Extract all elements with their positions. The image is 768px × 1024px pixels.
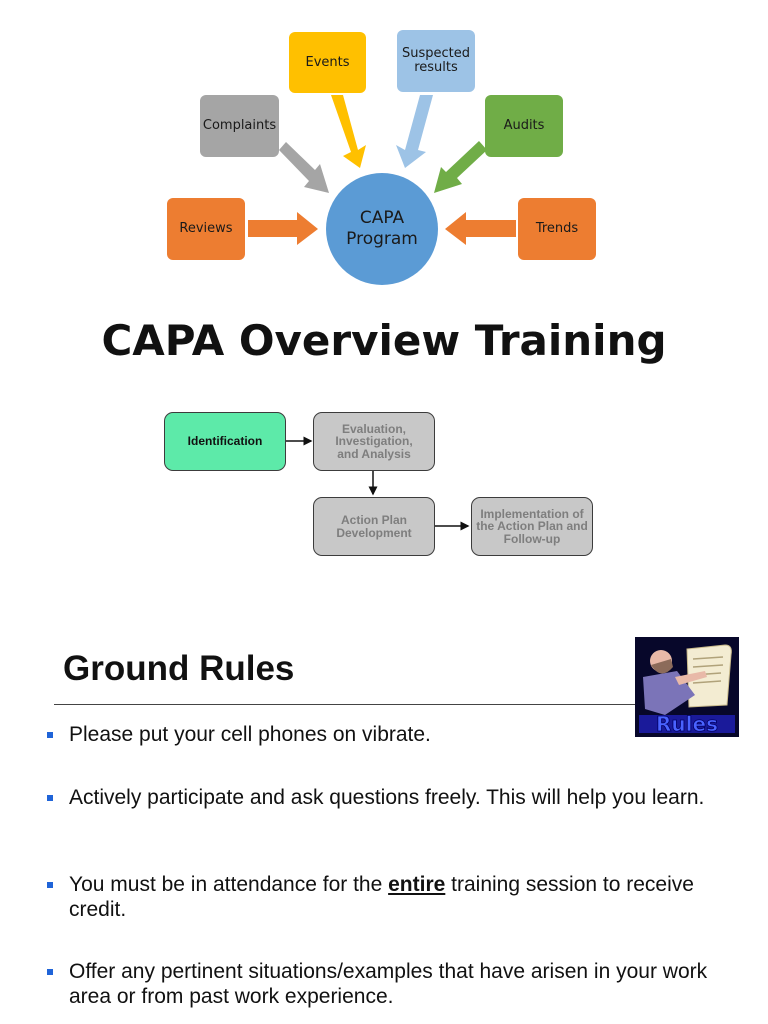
rule-text [69,872,737,922]
rule-text: Actively participate and ask questions freely. This will help you learn. [69,786,705,809]
list-item [47,785,737,810]
action-plan-label: Action Plan Development [336,513,412,540]
evaluation-step [313,412,435,471]
reviews-label: Reviews [179,221,233,236]
identification-label: Identification [187,434,263,449]
list-item [47,722,737,747]
list-item [47,959,737,1009]
bullet-square-icon [47,882,53,888]
trends-label: Trends [535,221,579,236]
action-plan-step [313,497,435,556]
bullet-square-icon [47,732,53,738]
list-item [47,872,737,922]
bullet-square-icon [47,969,53,975]
events-label: Events [305,54,350,70]
bullet-square-icon [47,795,53,801]
ground-rules-heading: Ground Rules [63,649,295,688]
complaints-label: Complaints [202,118,277,133]
evaluation-label: Evaluation, Investigation, and Analysis [335,421,413,461]
rule-text: Please put your cell phones on vibrate. [69,723,431,746]
rule-text-end: training session to receive credit. [69,873,694,921]
audits-label: Audits [503,118,545,133]
heading-divider [54,704,640,705]
rule-emphasis: entire [388,873,446,896]
identification-step [164,412,286,471]
implementation-label: Implementation of the Action Plan and Follow-up [476,506,588,546]
page-title: CAPA Overview Training [101,316,667,365]
capa-program-label: CAPA Program [346,208,418,249]
suspected-results-label: Suspected results [401,46,470,75]
implementation-step [471,497,593,556]
rules-clipart-caption: Rules [656,712,718,736]
rule-text-start: You must be in attendance for the [69,873,389,896]
rule-text: Offer any pertinent situations/examples that have arisen in your work area or from past work experience. [69,960,708,1008]
